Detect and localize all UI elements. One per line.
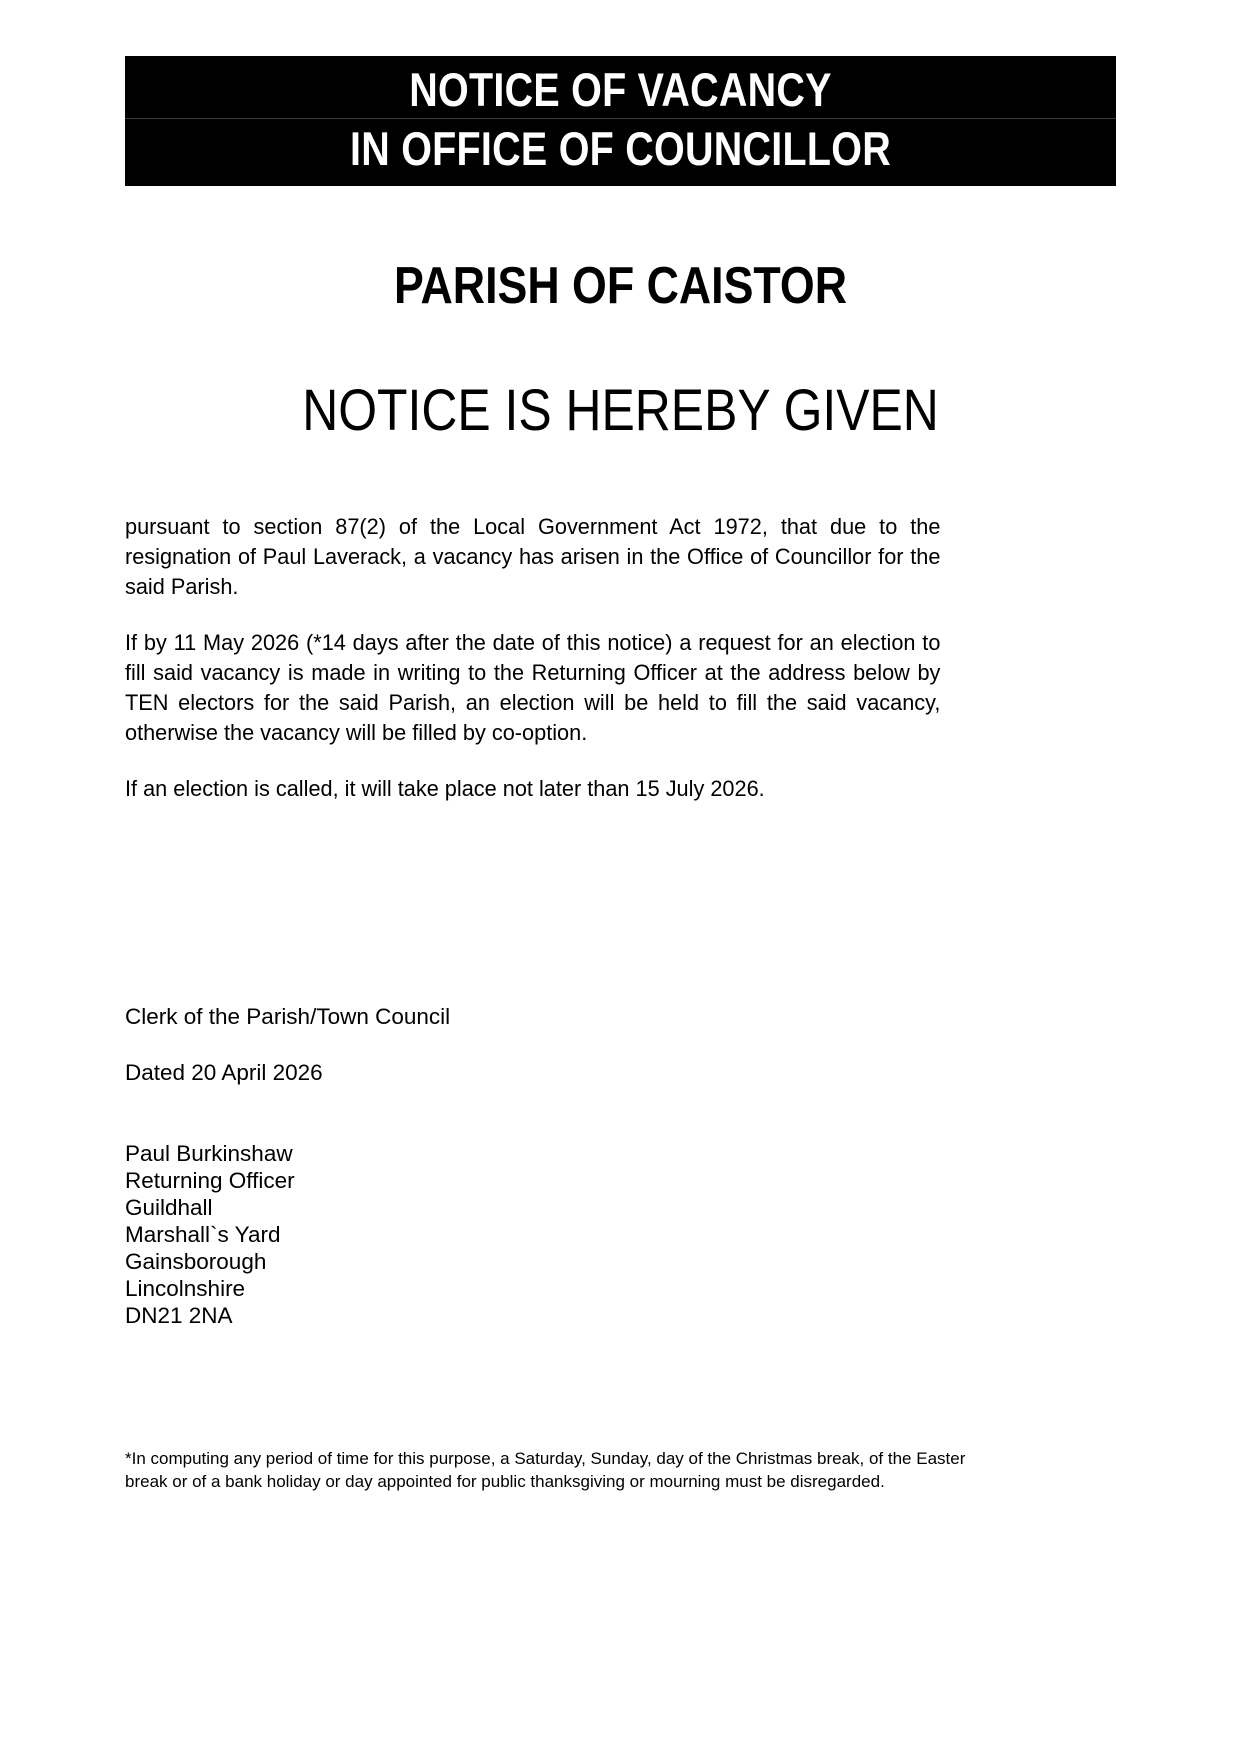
body-paragraph-2: If by 11 May 2026 (*14 days after the date of this notice) a request for an election to fill said vacancy is made in writing to the Returning Officer at the address below by TEN electors for the said Parish, an election will be held to fill the said vacancy, otherwise the vacancy will be filled by co-option. [125,630,941,745]
signature-block [125,1002,1116,1329]
page-content [125,0,1116,1493]
parish-heading: PARISH OF CAISTOR [393,257,848,315]
address-county: Lincolnshire [125,1276,246,1301]
address-postcode: DN21 2NA [125,1303,233,1328]
returning-officer-name: Paul Burkinshaw [125,1141,293,1166]
banner-title-line-2: IN OFFICE OF COUNCILLOR [350,122,891,175]
clerk-line: Clerk of the Parish/Town Council [125,1004,451,1029]
returning-officer-role: Returning Officer [125,1168,295,1193]
notice-heading: NOTICE IS HEREBY GIVEN [302,378,939,443]
body-paragraph-1: pursuant to section 87(2) of the Local Government Act 1972, that due to the resignation of Paul Laverack, a vacancy has arisen in the Office of Councillor for the said Parish. [125,514,941,599]
banner-divider [125,118,1116,119]
address-building: Guildhall [125,1195,213,1220]
signature-spacer [125,1032,1116,1058]
address-street: Marshall`s Yard [125,1222,281,1247]
footnote-block [125,1447,970,1493]
body-text [125,512,970,804]
address-town: Gainsborough [125,1249,267,1274]
notice-banner [125,56,1116,186]
footnote-text: *In computing any period of time for this purpose, a Saturday, Sunday, day of the Christmas break, of the Easter break or of a bank holiday or day appointed for public thanksgiving or mourning must be disregarded. [125,1449,966,1491]
dated-line: Dated 20 April 2026 [125,1060,323,1085]
body-paragraph-3: If an election is called, it will take place not later than 15 July 2026. [125,776,765,801]
banner-title-line-1: NOTICE OF VACANCY [409,63,832,116]
address-spacer [125,1088,1116,1140]
